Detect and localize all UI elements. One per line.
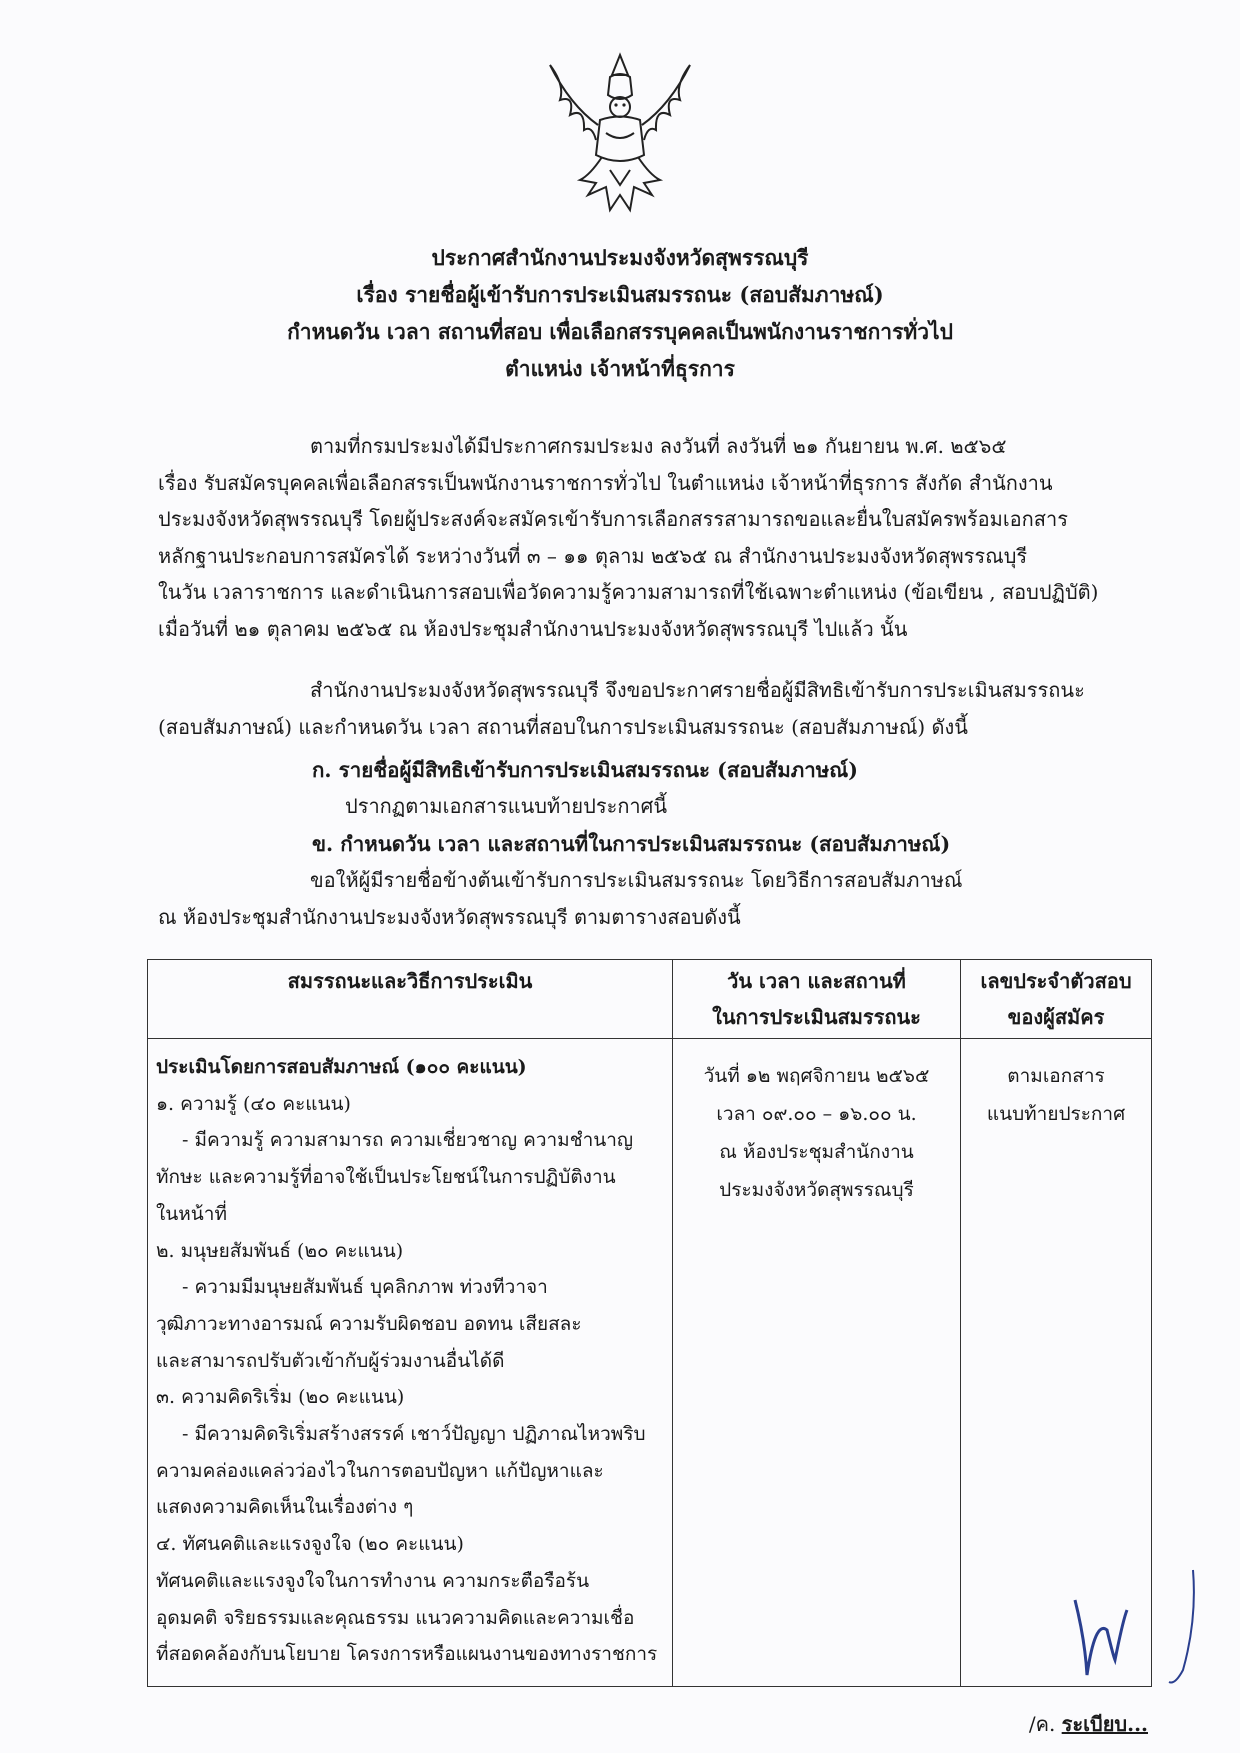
paragraph-background xyxy=(158,428,1150,647)
cell-line: วุฒิภาวะทางอารมณ์ ความรับผิดชอบ อดทน เสียสละ xyxy=(156,1312,582,1335)
paragraph-line: ประมงจังหวัดสุพรรณบุรี โดยผู้ประสงค์จะสมัครเข้ารับการเลือกสรรสามารถขอและยื่นใบสมัครพร้อมเอกสาร xyxy=(158,507,1068,531)
cell-line: - มีความคิดริเริ่มสร้างสรรค์ เชาว์ปัญญา ปฏิภาณไหวพริบ xyxy=(182,1423,646,1446)
section-a-heading: ก. รายชื่อผู้มีสิทธิเข้ารับการประเมินสมรรถนะ (สอบสัมภาษณ์) xyxy=(312,758,859,782)
cell-line: วันที่ ๑๒ พฤศจิกายน ๒๕๖๕ xyxy=(703,1065,930,1087)
table-header-row xyxy=(148,960,1152,1039)
cell-line: ความคล่องแคล่วว่องไวในการตอบปัญหา แก้ปัญหาและ xyxy=(156,1459,604,1482)
paragraph-schedule-intro xyxy=(158,862,1150,935)
paragraph-line: (สอบสัมภาษณ์) และกำหนดวัน เวลา สถานที่สอบในการประเมินสมรรถนะ (สอบสัมภาษณ์) ดังนี้ xyxy=(158,714,968,739)
paragraph-line: เรื่อง รับสมัครบุคคลเพื่อเลือกสรรเป็นพนักงานราชการทั่วไป ในตำแหน่ง เจ้าหน้าที่ธุรการ สังกัด สำนักงาน xyxy=(158,470,1053,495)
continuation-prefix: /ค. xyxy=(1028,1712,1056,1736)
cell-line: ประมงจังหวัดสุพรรณบุรี xyxy=(719,1179,914,1201)
cell-line: และสามารถปรับตัวเข้ากับผู้ร่วมงานอื่นได้ดี xyxy=(156,1349,505,1372)
cell-line: - ความมีมนุษยสัมพันธ์ บุคลิกภาพ ท่วงทีวาจา xyxy=(182,1276,548,1299)
title-line: กำหนดวัน เวลา สถานที่สอบ เพื่อเลือกสรรบุคคลเป็นพนักงานราชการทั่วไป xyxy=(287,319,953,344)
title-line: เรื่อง รายชื่อผู้เข้ารับการประเมินสมรรถนะ (สอบสัมภาษณ์) xyxy=(356,282,884,307)
table-row xyxy=(148,1039,1152,1687)
competency-cell xyxy=(148,1039,673,1687)
cell-line: แสดงความคิดเห็นในเรื่องต่าง ๆ xyxy=(156,1496,414,1519)
paragraph-line: สำนักงานประมงจังหวัดสุพรรณบุรี จึงขอประกาศรายชื่อผู้มีสิทธิเข้ารับการประเมินสมรรถนะ xyxy=(310,678,1085,702)
cell-line: ๒. มนุษยสัมพันธ์ (๒๐ คะแนน) xyxy=(156,1239,404,1262)
cell-line: อุดมคติ จริยธรรมและคุณธรรม แนวความคิดและความเชื่อ xyxy=(156,1606,635,1629)
header-text: ในการประเมินสมรรถนะ xyxy=(712,1005,921,1029)
section-b-heading: ข. กำหนดวัน เวลา และสถานที่ในการประเมินสมรรถนะ (สอบสัมภาษณ์) xyxy=(312,832,951,856)
cell-line: ที่สอดคล้องกับนโยบาย โครงการหรือแผนงานของทางราชการ xyxy=(156,1643,658,1666)
paragraph-line: หลักฐานประกอบการสมัครได้ ระหว่างวันที่ ๓ – ๑๑ ตุลาม ๒๕๖๕ ณ สำนักงานประมงจังหวัดสุพรรณบุรี xyxy=(158,543,1028,568)
schedule-table xyxy=(147,959,1152,1687)
paragraph-line: ขอให้ผู้มีรายชื่อข้างต้นเข้ารับการประเมินสมรรถนะ โดยวิธีการสอบสัมภาษณ์ xyxy=(310,868,963,892)
paragraph-line: ในวัน เวลาราชการ และดำเนินการสอบเพื่อวัดความรู้ความสามารถที่ใช้เฉพาะตำแหน่ง (ข้อเขียน , สอบปฏิบัติ) xyxy=(158,580,1099,604)
header-text: วัน เวลา และสถานที่ xyxy=(727,969,906,993)
header-competency xyxy=(148,960,673,1039)
cell-line: ๔. ทัศนคติและแรงจูงใจ (๒๐ คะแนน) xyxy=(156,1533,464,1556)
header-exam-id xyxy=(961,960,1152,1039)
cell-line: ในหน้าที่ xyxy=(156,1202,227,1225)
cell-line: - มีความรู้ ความสามารถ ความเชี่ยวชาญ ความชำนาญ xyxy=(182,1129,634,1152)
cell-line: ณ ห้องประชุมสำนักงาน xyxy=(719,1141,914,1163)
cell-line: แนบท้ายประกาศ xyxy=(986,1103,1126,1125)
cell-line: ๑. ความรู้ (๔๐ คะแนน) xyxy=(156,1092,351,1115)
datetime-cell xyxy=(673,1039,961,1687)
header-text: สมรรถนะและวิธีการประเมิน xyxy=(287,969,533,993)
header-text: ของผู้สมัคร xyxy=(1007,1005,1105,1029)
cell-line: ประเมินโดยการสอบสัมภาษณ์ (๑๐๐ คะแนน) xyxy=(156,1056,527,1078)
cell-line: ทักษะ และความรู้ที่อาจใช้เป็นประโยชน์ในการปฏิบัติงาน xyxy=(156,1166,616,1189)
cell-line: เวลา ๐๙.๐๐ – ๑๖.๐๐ น. xyxy=(716,1103,917,1125)
paragraph-line: ณ ห้องประชุมสำนักงานประมงจังหวัดสุพรรณบุรี ตามตารางสอบดังนี้ xyxy=(158,904,741,929)
garuda-emblem xyxy=(540,45,700,220)
header-datetime xyxy=(673,960,961,1039)
cell-line: ตามเอกสาร xyxy=(1007,1065,1105,1087)
announcement-title xyxy=(0,240,1240,388)
paragraph-line: ตามที่กรมประมงได้มีประกาศกรมประมง ลงวันที่ ลงวันที่ ๒๑ กันยายน พ.ศ. ๒๕๖๕ xyxy=(310,434,1007,458)
cell-line: ทัศนคติและแรงจูงใจในการทำงาน ความกระตือรือร้น xyxy=(156,1569,590,1592)
cell-line: ๓. ความคิดริเริ่ม (๒๐ คะแนน) xyxy=(156,1386,405,1409)
continuation-text: ระเบียบ... xyxy=(1061,1712,1148,1736)
page-continuation xyxy=(1029,1708,1148,1740)
section-a-text: ปรากฏตามเอกสารแนบท้ายประกาศนี้ xyxy=(345,794,668,818)
paragraph-line: เมื่อวันที่ ๒๑ ตุลาคม ๒๕๖๕ ณ ห้องประชุมสำนักงานประมงจังหวัดสุพรรณบุรี ไปแล้ว นั้น xyxy=(158,616,908,641)
title-line: ประกาศสำนักงานประมงจังหวัดสุพรรณบุรี xyxy=(431,245,809,270)
header-text: เลขประจำตัวสอบ xyxy=(980,969,1132,993)
paragraph-announcement xyxy=(158,672,1150,745)
title-line: ตำแหน่ง เจ้าหน้าที่ธุรการ xyxy=(505,356,735,381)
signature-initials xyxy=(1065,1560,1205,1690)
